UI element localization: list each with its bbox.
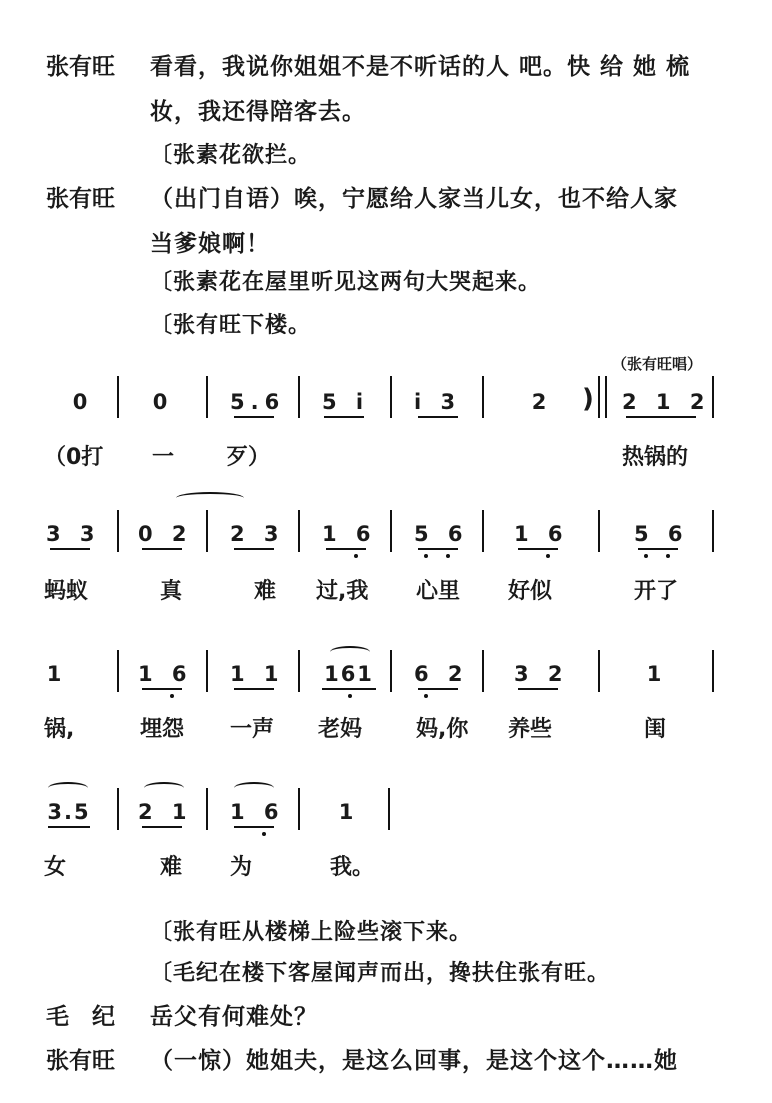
lyric: 为 [230,855,253,880]
note-cell: 0 [152,390,174,414]
low-dot [348,694,352,698]
note-cell: 1 [338,800,360,824]
bar-line [206,376,208,418]
dialogue-line: （出门自语）唉，宁愿给人家当儿女，也不给人家 [150,186,678,212]
underline [234,416,274,418]
bar-line [390,650,392,692]
lyric: 好似 [508,579,553,604]
dialogue-line: （一惊）她姐夫，是这么回事，是这个这个……她 [150,1048,678,1074]
underline [48,826,90,828]
note-cell: 3.5 [47,800,91,824]
note-cell: 5 i [322,390,370,414]
score-row-1 [0,372,772,470]
note-cell: 1 1 [230,662,285,686]
underline [326,548,366,550]
score-row-3 [0,650,772,742]
note-cell: 1 6 [138,662,193,686]
low-dot [170,694,174,698]
note-cell: 1 6 [322,522,377,546]
speaker-label: 毛 纪 [46,1004,115,1030]
low-dot [424,554,428,558]
lyric: 锅, [44,717,75,742]
dialogue-line: 妆，我还得陪客去。 [150,99,366,125]
bar-line [298,788,300,830]
speaker-label: 张有旺 [46,1048,115,1074]
lyric: 热锅的 [622,445,689,470]
lyric: 老妈 [318,717,363,742]
slur [144,782,184,794]
bar-line [117,650,119,692]
slur [48,782,88,794]
bar-line [598,650,600,692]
bar-line [482,650,484,692]
underline [518,548,558,550]
bar-line [298,510,300,552]
underline [418,416,458,418]
singer-note: （张有旺唱） [612,355,703,373]
note-cell: 5 6 [634,522,689,546]
stage-direction: 〔张素花在屋里听见这两句大哭起来。 [150,270,542,295]
bar-line [712,376,714,418]
bar-line [605,376,607,418]
slur [330,646,370,658]
bar-line [206,510,208,552]
low-dot [666,554,670,558]
bar-line [117,376,119,418]
note-cell: 1 6 [514,522,569,546]
note-cell: 3 2 [514,662,569,686]
lyric: 难 [254,579,277,604]
score-row-2 [0,510,772,604]
low-dot [424,694,428,698]
score-row-4 [0,788,772,880]
dialogue-line: 看看，我说你姐姐不是不听话的人 吧。快 给 她 梳 [150,54,691,80]
bar-line [390,376,392,418]
bar-line [388,788,390,830]
lyric: 开了 [634,579,679,604]
low-dot [354,554,358,558]
dialogue-line: 当爹娘啊！ [150,231,270,257]
bar-line [298,650,300,692]
bar-line [117,510,119,552]
bar-line [298,376,300,418]
stage-direction: 〔张有旺下楼。 [150,313,312,338]
underline [234,548,274,550]
bar-line [206,650,208,692]
bar-line [598,510,600,552]
low-dot [446,554,450,558]
note-cell: 1 [646,662,668,686]
lyric: 埋怨 [140,717,185,742]
note-cell: 3 3 [46,522,101,546]
stage-direction: 〔张有旺从楼梯上险些滚下来。 [150,920,473,945]
lyric: 一声 [230,717,275,742]
underline [324,416,364,418]
note-cell: 2 3 [230,522,285,546]
note-cell: 161 [324,662,374,686]
slur [234,782,274,794]
lyric: 女 [44,855,67,880]
bar-line [598,376,600,418]
note-cell: 0 [72,390,94,414]
note-cell: 1 [46,662,68,686]
low-dot [644,554,648,558]
speaker-label: 张有旺 [46,54,115,80]
dialogue-line: 岳父有何难处？ [150,1004,318,1030]
stage-direction: 〔张素花欲拦。 [150,143,312,168]
note-cell: 1 6 [230,800,285,824]
lyric: 闺 [644,717,667,742]
note-cell: 5.6 [230,390,286,414]
note-cell: 2 [531,390,553,414]
underline [322,688,376,690]
lyric: 歹） [226,445,271,470]
lyric: 心里 [416,579,461,604]
bar-line [712,650,714,692]
lyric: 一 [152,445,175,470]
bar-line [390,510,392,552]
bar-line [206,788,208,830]
underline [638,548,678,550]
lyric: 难 [160,855,183,880]
lyric: 我。 [330,855,375,880]
note-cell: 2 1 [138,800,193,824]
lyric: 蚂蚁 [44,579,89,604]
underline [142,826,182,828]
low-dot [262,832,266,836]
slur [176,492,244,504]
low-dot [546,554,550,558]
lyric: 妈,你 [416,717,469,742]
underline [418,688,458,690]
bar-line [482,376,484,418]
bar-line [712,510,714,552]
underline [142,688,182,690]
lyric: 养些 [508,717,553,742]
underline [418,548,458,550]
note-cell: 6 2 [414,662,469,686]
underline [142,548,182,550]
bar-line [117,788,119,830]
speaker-label: 张有旺 [46,186,115,212]
underline [626,416,696,418]
note-cell: 2 1 2 [622,390,711,414]
note-cell: i 3 [414,390,462,414]
underline [234,688,274,690]
repeat-paren: ) [582,384,594,414]
note-cell: 0 2 [138,522,193,546]
stage-direction: 〔毛纪在楼下客屋闻声而出，搀扶住张有旺。 [150,961,611,986]
underline [234,826,274,828]
lyric: 过,我 [316,579,369,604]
bar-line [482,510,484,552]
lyric: 真 [160,579,183,604]
lyric: （0打 [44,445,104,470]
note-cell: 5 6 [414,522,469,546]
underline [50,548,90,550]
underline [518,688,558,690]
